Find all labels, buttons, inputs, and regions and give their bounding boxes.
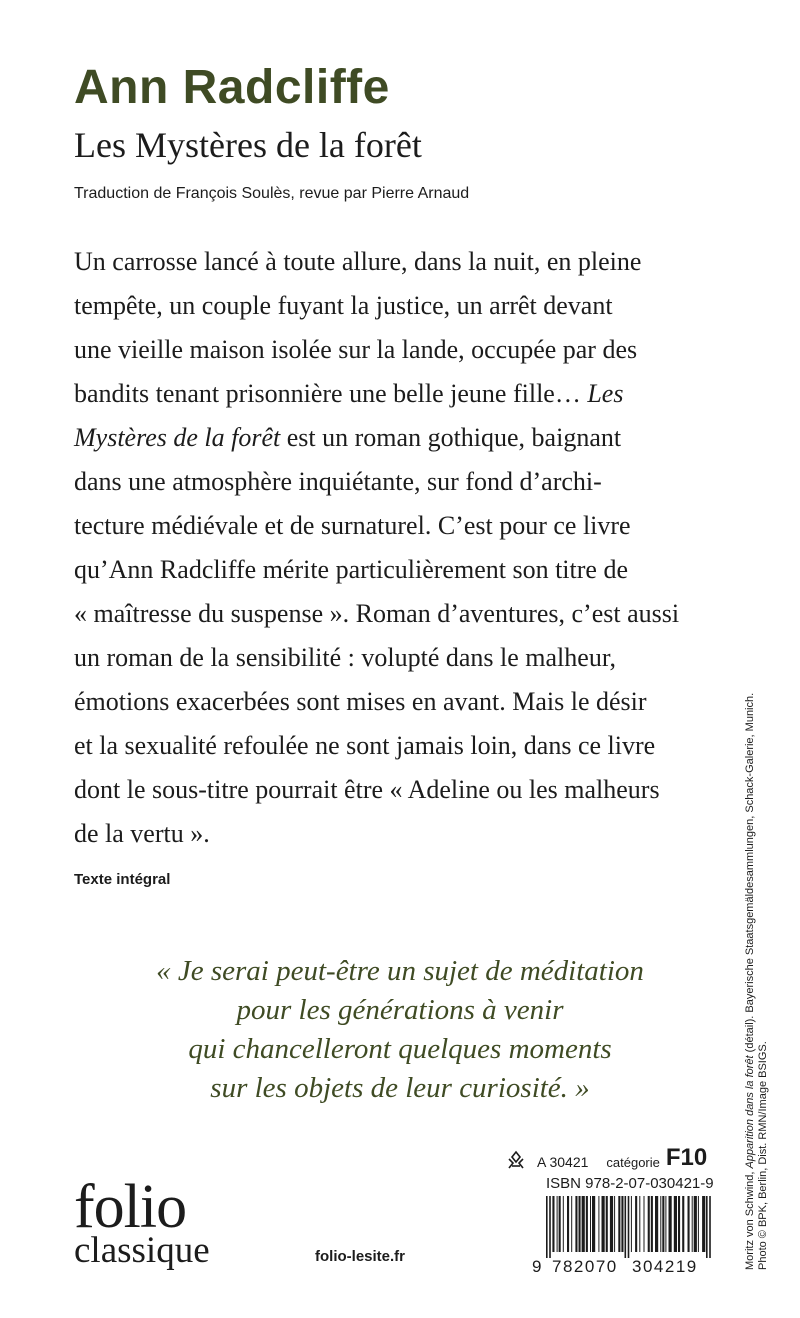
barcode-bar [602, 1196, 605, 1252]
barcode-bars [546, 1196, 711, 1258]
blurb-line-text: est un roman gothique, baignant [280, 423, 622, 452]
blurb-line [74, 416, 734, 460]
texte-integral-label: Texte intégral [74, 871, 171, 888]
barcode-digits-right: 304219 [632, 1257, 698, 1276]
barcode-bar [674, 1196, 677, 1252]
blurb-line: dans une atmosphère inquiétante, sur fond d’archi- [74, 467, 602, 496]
barcode-bar [590, 1196, 591, 1252]
barcode-bar [582, 1196, 585, 1252]
barcode-bar [639, 1196, 640, 1252]
barcode-bar [610, 1196, 613, 1252]
credit-artwork-title: Apparition dans la forêt [744, 1055, 756, 1169]
blurb-line: émotions exacerbées sont mises en avant. Mais le désir [74, 687, 647, 716]
barcode-bar [706, 1196, 708, 1258]
website-url: folio-lesite.fr [315, 1248, 406, 1265]
catalog-code-line [505, 1146, 720, 1170]
barcode-bar [618, 1196, 620, 1252]
quote-line: sur les objets de leur curiosité. » [210, 1072, 590, 1104]
barcode-bar [567, 1196, 569, 1252]
barcode-bar [586, 1196, 588, 1252]
barcode-bar [614, 1196, 615, 1252]
barcode-bar [635, 1196, 637, 1252]
barcode-bar [644, 1196, 645, 1252]
logo-folio-text: folio [74, 1173, 187, 1241]
blurb-line: et la sexualité refoulée ne sont jamais loin, dans ce livre [74, 731, 656, 760]
barcode-bar [682, 1196, 684, 1252]
barcode-bar [625, 1196, 627, 1258]
barcode-bar [606, 1196, 608, 1252]
quote-line: pour les générations à venir [236, 994, 564, 1026]
barcode-bar [660, 1196, 661, 1252]
category-label: catégorie [606, 1155, 660, 1170]
barcode-bar [702, 1196, 705, 1252]
blurb-line: de la vertu ». [74, 819, 210, 848]
barcode-bar [563, 1196, 564, 1252]
author-name: Ann Radcliffe [74, 61, 390, 114]
quote-line: qui chancelleront quelques moments [188, 1033, 612, 1065]
barcode-bar [665, 1196, 666, 1252]
barcode-bar [709, 1196, 711, 1258]
barcode-bar [621, 1196, 623, 1252]
blurb-line: une vieille maison isolée sur la lande, occupée par des [74, 335, 638, 364]
barcode-bar [692, 1196, 693, 1252]
a-code: A 30421 [537, 1154, 589, 1170]
credit-text: (détail). Bayerische Staatsgemäldesammlungen, Schack-Galerie, Munich. [744, 692, 756, 1056]
book-title: Les Mystères de la forêt [74, 125, 422, 165]
barcode [530, 1196, 722, 1276]
translator-credit: Traduction de François Soulès, revue par Pierre Arnaud [74, 185, 470, 202]
category-code: F10 [665, 1144, 708, 1171]
blurb-line: dont le sous-titre pourrait être « Adeline ou les malheurs [74, 775, 660, 804]
barcode-bar [698, 1196, 699, 1252]
quote-line: « Je serai peut-être un sujet de méditation [156, 955, 644, 987]
barcode-bar [628, 1196, 630, 1258]
logo-classique-text: classique [74, 1230, 210, 1271]
barcode-bar [651, 1196, 653, 1252]
barcode-bar [592, 1196, 595, 1252]
blurb-line [74, 372, 734, 416]
blurb-line: « maîtresse du suspense ». Roman d’aventures, c’est aussi [74, 599, 680, 628]
barcode-bar [655, 1196, 658, 1252]
isbn: ISBN 978-2-07-030421-9 [546, 1175, 714, 1192]
barcode-bar [669, 1196, 672, 1252]
barcode-bar [678, 1196, 680, 1252]
blurb-line: tecture médiévale et de surnaturel. C’est pour ce livre [74, 511, 631, 540]
barcode-bar [546, 1196, 548, 1258]
barcode-bar [575, 1196, 577, 1252]
barcode-bar [648, 1196, 650, 1252]
blurb-line-text: bandits tenant prisonnière une belle jeune fille… [74, 379, 581, 408]
blurb-line: Un carrosse lancé à toute allure, dans la nuit, en pleine [74, 247, 642, 276]
blurb-title-italic: Les [587, 379, 624, 408]
barcode-bar [631, 1196, 632, 1252]
barcode-bar [688, 1196, 690, 1252]
blurb-line: qu’Ann Radcliffe mérite particulièrement son titre de [74, 555, 628, 584]
blurb-title-italic: Mystères de la forêt [74, 423, 281, 452]
credit-line [744, 620, 757, 1270]
blurb-line: tempête, un couple fuyant la justice, un arrêt devant [74, 291, 613, 320]
back-cover-blurb [74, 240, 734, 856]
barcode-bar [557, 1196, 558, 1252]
barcode-bar [559, 1196, 561, 1252]
blurb-line: un roman de la sensibilité : volupté dans le malheur, [74, 643, 616, 672]
barcode-bar [571, 1196, 572, 1252]
barcode-bar [694, 1196, 697, 1252]
barcode-bar [662, 1196, 664, 1252]
barcode-bar [552, 1196, 554, 1252]
barcode-digits-left: 782070 [552, 1257, 618, 1276]
credit-line: Photo © BPK, Berlin, Dist. RMN/Image BSIGS. [757, 1041, 769, 1270]
folio-classique-logo [74, 1173, 210, 1271]
epigraph-quote [90, 952, 710, 1108]
barcode-bar [549, 1196, 551, 1258]
barcode-bar [598, 1196, 599, 1252]
barcode-digit-prefix: 9 [532, 1257, 542, 1276]
photo-credit [744, 620, 770, 1270]
barcode-bar [579, 1196, 581, 1252]
recycle-icon [505, 1150, 527, 1170]
credit-text: Moritz von Schwind, [744, 1168, 756, 1270]
